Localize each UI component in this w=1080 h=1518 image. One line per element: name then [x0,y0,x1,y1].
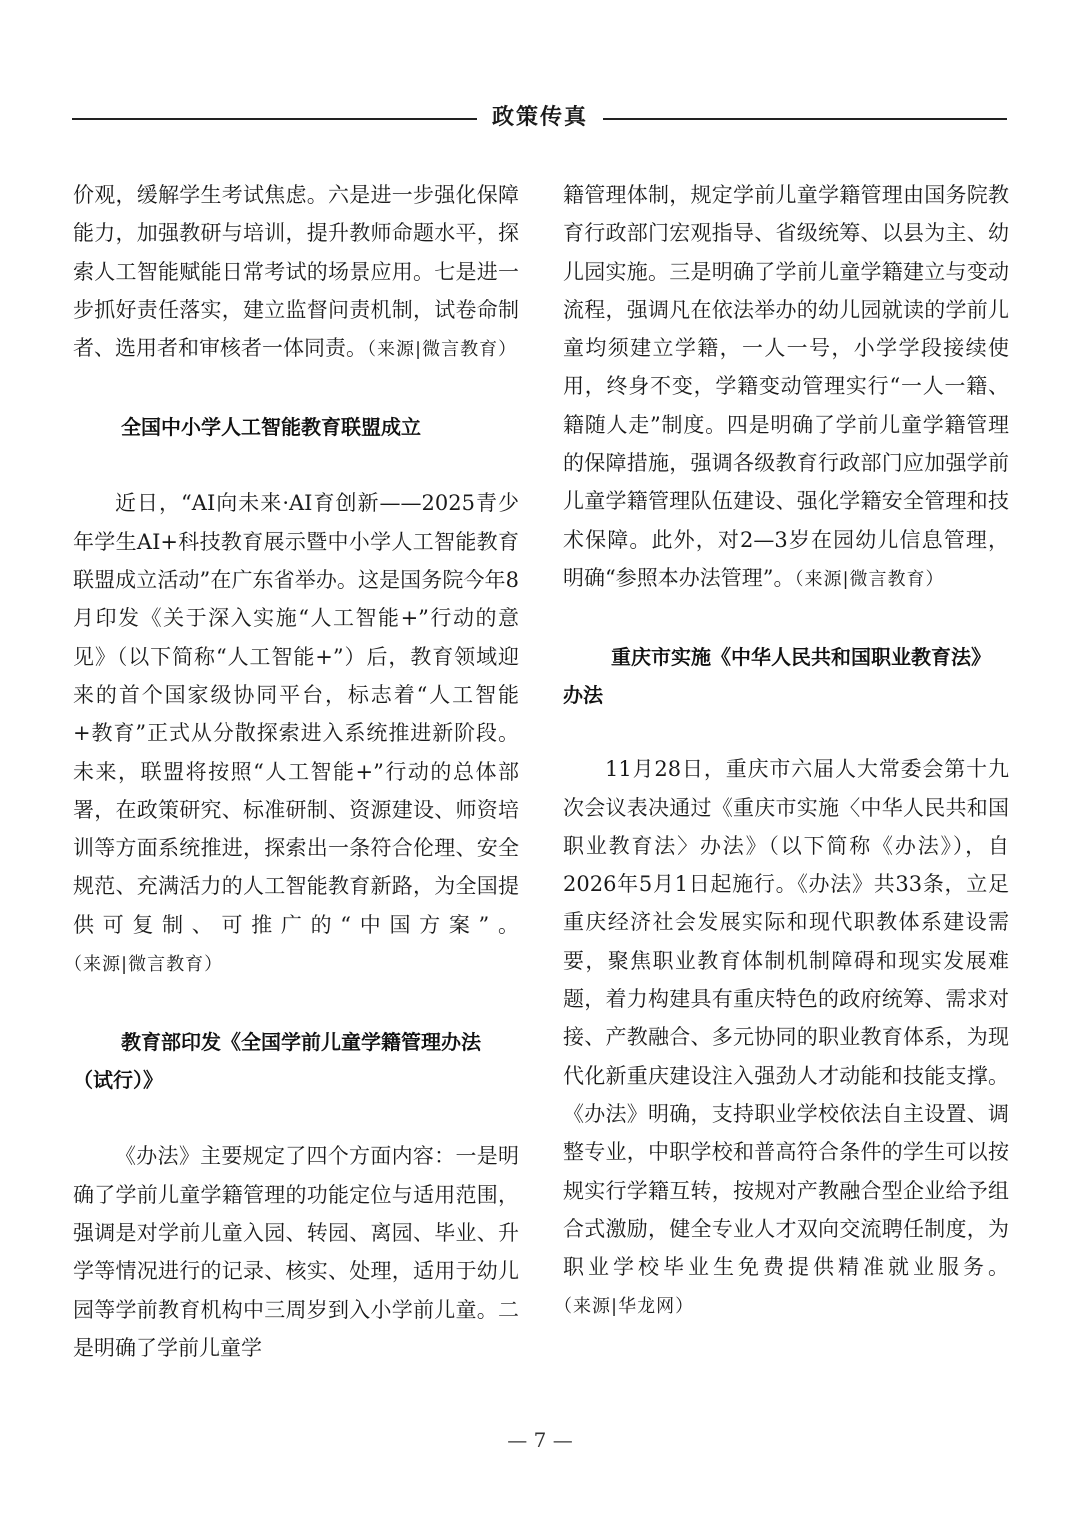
chongqing-vocational-source: （来源|华龙网） [563,1296,695,1318]
preschool-registry-continued [563,176,1009,599]
section-title: 政策传真 [491,105,588,130]
continued-text: 价观，缓解学生考试焦虑。六是进一步强化保障能力，加强教研与培训，提升教师命题水平，探索人工智能赋能日常考试的场景应用。七是进一步抓好责任落实，建立监督问责机制，试卷命制者、选用者和审核者一体同责。 [73,183,519,361]
article-title-ai-alliance: 全国中小学人工智能教育联盟成立 [121,415,421,440]
preschool-registry-source: （来源|微言教育） [794,568,945,590]
article-body-chongqing-vocational [563,750,1009,1326]
article-title-preschool-registry: 教育部印发《全国学前儿童学籍管理办法（试行）》 [73,1030,481,1093]
page-number: — 7 — [507,1428,573,1452]
continued-paragraph [73,176,519,369]
continued-source: （来源|微言教育） [367,339,518,361]
header-rule-left [72,118,477,120]
article-body-ai-alliance [73,484,519,984]
right-column [563,176,1009,1327]
ai-alliance-source: （来源|微言教育） [73,954,224,976]
article-body-preschool-registry: 《办法》主要规定了四个方面内容：一是明确了学前儿童学籍管理的功能定位与适用范围，强调是对学前儿童入园、转园、离园、毕业、升学等情况进行的记录、核实、处理，适用于幼儿园等学前教育机构中三周岁到入小学前儿童。二是明确了学前儿童学 [73,1144,519,1360]
left-column [73,176,519,1367]
header-rule-right [603,118,1007,120]
chongqing-vocational-text: 11月28日，重庆市六届人大常委会第十九次会议表决通过《重庆市实施〈中华人民共和国职业教育法〉办法》（以下简称《办法》），自2026年5月1日起施行。《办法》共33条，立足重庆经济社会发展实际和现代职教体系建设需要，聚焦职业教育体制机制障碍和现实发展难题，着力构建具有重庆特色的政府统筹、需求对接、产教融合、多元协同的职业教育体系，为现代化新重庆建设注入强劲人才动能和技能支撑。《办法》明确，支持职业学校依法自主设置、调整专业，中职学校和普高符合条件的学生可以按规实行学籍互转，按规对产教融合型企业给予组合式激励，健全专业人才双向交流聘任制度，为职业学校毕业生免费提供精准就业服务。 [563,757,1009,1280]
preschool-registry-continued-text: 籍管理体制，规定学前儿童学籍管理由国务院教育行政部门宏观指导、省级统筹、以县为主、幼儿园实施。三是明确了学前儿童学籍建立与变动流程，强调凡在依法举办的幼儿园就读的学前儿童均须建立学籍，一人一号，小学学段接续使用，终身不变，学籍变动管理实行“一人一籍、籍随人走”制度。四是明确了学前儿童学籍管理的保障措施，强调各级教育行政部门应加强学前儿童学籍管理队伍建设、强化学籍安全管理和技术保障。此外，对2—3岁在园幼儿信息管理，明确“参照本办法管理”。 [563,183,1009,590]
ai-alliance-text: 近日，“AI向未来·AI育创新——2025青少年学生AI+科技教育展示暨中小学人工智能教育联盟成立活动”在广东省举办。这是国务院今年8月印发《关于深入实施“人工智能+”行动的意见》（以下简称“人工智能+”）后，教育领域迎来的首个国家级协同平台，标志着“人工智能+教育”正式从分散探索进入系统推进新阶段。未来，联盟将按照“人工智能+”行动的总体部署，在政策研究、标准研制、资源建设、师资培训等方面系统推进，探索出一条符合伦理、安全规范、充满活力的人工智能教育新路，为全国提供可复制、可推广的“中国方案”。 [73,491,519,937]
article-title-chongqing-vocational: 重庆市实施《中华人民共和国职业教育法》办法 [563,645,991,708]
